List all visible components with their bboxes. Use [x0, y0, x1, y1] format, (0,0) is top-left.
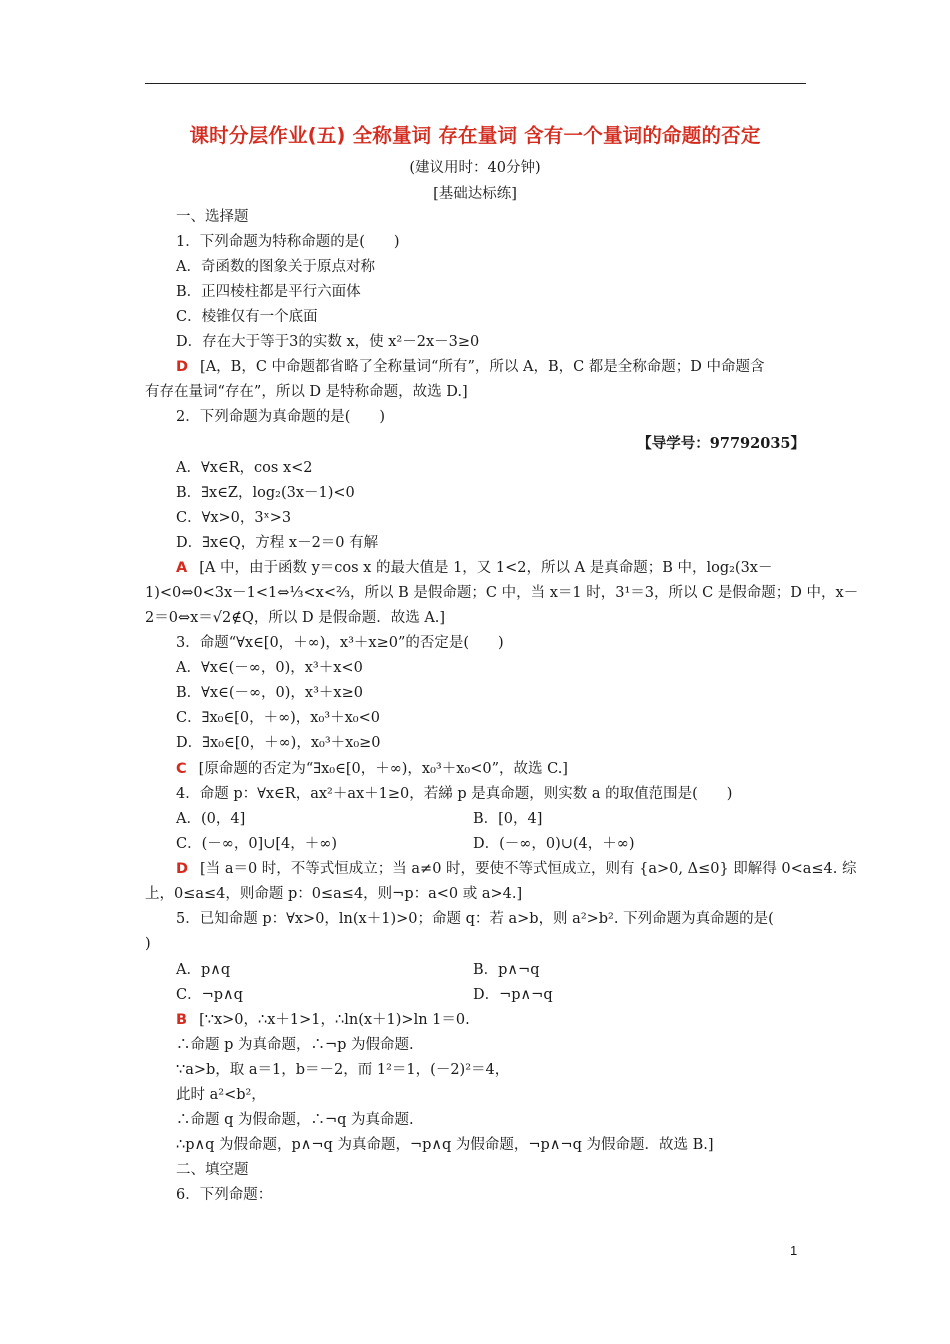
q1-option-b: B．正四棱柱都是平行六面体 — [176, 284, 361, 300]
answer-letter: C — [176, 761, 187, 777]
q4-answer-cont: 上，0≤a≤4，则命题 p：0≤a≤4，则¬p：a<0 或 a>4.] — [145, 886, 523, 902]
time-note: (建议用时：40分钟) — [409, 160, 541, 176]
q2-option-b: B．∃x∈Z，log₂(3x－1)<0 — [176, 485, 355, 501]
q1-option-d: D．存在大于等于3的实数 x，使 x²－2x－3≥0 — [176, 334, 480, 350]
question-6: 6．下列命题： — [176, 1187, 273, 1203]
q5-option-c: C．¬p∧q — [176, 987, 243, 1003]
q1-option-c: C．棱锥仅有一个底面 — [176, 309, 318, 325]
q2-option-a: A．∀x∈R，cos x<2 — [176, 460, 313, 476]
q1-answer — [176, 357, 765, 377]
q2-answer-cont2: 2＝0⇔x＝√2∉Q，所以 D 是假命题．故选 A.] — [145, 610, 446, 626]
question-3: 3．命题“∀x∈[0，＋∞)，x³＋x≥0”的否定是( ) — [176, 635, 504, 651]
answer-letter: D — [176, 861, 189, 877]
q5-answer-line-4: 此时 a²<b²， — [176, 1087, 266, 1103]
q1-answer-cont: 有存在量词“存在”，所以 D 是特称命题，故选 D.] — [145, 384, 468, 400]
guide-number: 【导学号：97792035】 — [637, 435, 805, 452]
question-4: 4．命题 p：∀x∈R，ax²＋ax＋1≥0，若綈 p 是真命题，则实数 a 的取值范围是( ) — [176, 786, 733, 802]
q3-option-a: A．∀x∈(－∞，0)，x³＋x<0 — [176, 660, 363, 676]
answer-text: [A，B，C 中命题都省略了全称量词“所有”，所以 A，B，C 都是全称命题；D 中命题含 — [200, 359, 765, 375]
header-rule — [145, 83, 806, 84]
q1-option-a: A．奇函数的图象关于原点对称 — [176, 259, 375, 275]
q5-option-a: A．p∧q — [176, 962, 231, 978]
q3-answer — [176, 759, 568, 779]
page-number: 1 — [790, 1243, 798, 1258]
q5-answer-line-5: ∴命题 q 为假命题，∴¬q 为真命题. — [176, 1112, 414, 1128]
answer-letter: A — [176, 560, 188, 576]
section-tag: [基础达标练] — [433, 186, 517, 202]
q5-option-b: B．p∧¬q — [473, 962, 540, 978]
q5-option-d: D．¬p∧¬q — [473, 987, 553, 1003]
q4-option-a: A．(0，4] — [176, 811, 246, 827]
section-heading-fill: 二、填空题 — [176, 1162, 249, 1178]
section-heading-choice: 一、选择题 — [176, 209, 249, 225]
q2-answer — [176, 558, 772, 578]
q3-option-c: C．∃x₀∈[0，＋∞)，x₀³＋x₀<0 — [176, 710, 380, 726]
answer-text: [A 中，由于函数 y＝cos x 的最大值是 1，又 1<2，所以 A 是真命题；B 中，log₂(3x－ — [199, 560, 773, 576]
q5-answer-line-2: ∴命题 p 为真命题，∴¬p 为假命题. — [176, 1037, 414, 1053]
q2-option-c: C．∀x>0，3ˣ>3 — [176, 510, 292, 526]
q5-answer — [176, 1010, 470, 1030]
answer-text: [∵x>0，∴x＋1>1，∴ln(x＋1)>ln 1＝0. — [199, 1012, 470, 1028]
answer-text: [当 a＝0 时，不等式恒成立；当 a≠0 时，要使不等式恒成立，则有 {a>0, Δ≤0} 即解得 0<a≤4. 综 — [200, 861, 857, 877]
answer-text: [原命题的否定为“∃x₀∈[0，＋∞)，x₀³＋x₀<0”，故选 C.] — [198, 761, 568, 777]
q4-answer — [176, 859, 857, 879]
q5-answer-line-6: ∴p∧q 为假命题，p∧¬q 为真命题，¬p∧q 为假命题，¬p∧¬q 为假命题．故选 B.] — [176, 1137, 714, 1153]
question-5: 5．已知命题 p：∀x>0，ln(x＋1)>0；命题 q：若 a>b，则 a²>b². 下列命题为真命题的是( — [176, 911, 774, 927]
q4-option-c: C．(－∞，0]∪[4，＋∞) — [176, 836, 337, 852]
question-2: 2．下列命题为真命题的是( ) — [176, 409, 386, 425]
page-title: 课时分层作业(五) 全称量词 存在量词 含有一个量词的命题的否定 — [189, 124, 761, 147]
q2-option-d: D．∃x∈Q，方程 x－2＝0 有解 — [176, 535, 379, 551]
answer-letter: B — [176, 1012, 188, 1028]
q2-answer-cont: 1)<0⇔0<3x－1<1⇔⅓<x<⅔，所以 B 是假命题；C 中，当 x＝1 时，3¹＝3，所以 C 是假命题；D 中，x－ — [145, 585, 859, 601]
question-5-cont: ) — [145, 936, 151, 952]
q5-answer-line-3: ∵a>b，取 a＝1，b＝－2，而 1²＝1，(－2)²＝4， — [176, 1062, 510, 1078]
q3-option-b: B．∀x∈(－∞，0)，x³＋x≥0 — [176, 685, 363, 701]
q3-option-d: D．∃x₀∈[0，＋∞)，x₀³＋x₀≥0 — [176, 735, 381, 751]
question-1: 1．下列命题为特称命题的是( ) — [176, 234, 400, 250]
answer-letter: D — [176, 359, 189, 375]
q4-option-d: D．(－∞，0)∪(4，＋∞) — [473, 836, 635, 852]
q4-option-b: B．[0，4] — [473, 811, 543, 827]
